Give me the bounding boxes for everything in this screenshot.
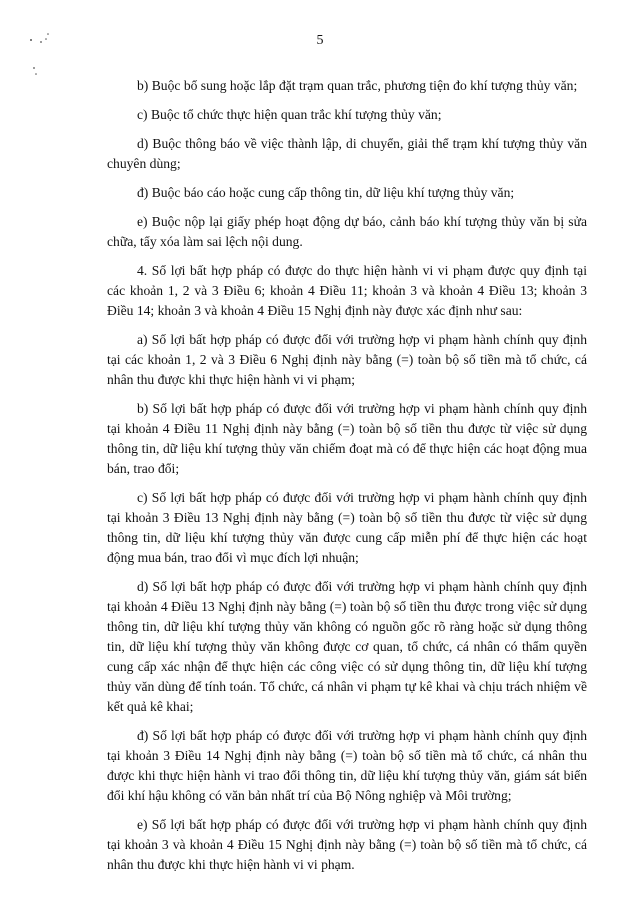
paragraph-dd-remedy: đ) Buộc báo cáo hoặc cung cấp thông tin, dữ liệu khí tượng thủy văn; [137, 185, 515, 200]
paragraph-4d: d) Số lợi bất hợp pháp có được đối với trường hợp vi phạm hành chính quy định tại khoản 4 Điều 13 Nghị định này bằng (=) toàn bộ số tiền thu được trong việc sử dụng thông tin, dữ liệu khí tượng thủy văn không có nguồn gốc rõ ràng hoặc sử dụng thông tin, dữ liệu khí tượng thủy văn không được cơ quan, tổ chức, cá nhân có thẩm quyền cung cấp xác nhận để thực hiện các công việc có sử dụng thông tin, dữ liệu khí tượng thủy văn dùng để tính toán. Tổ chức, cá nhân vi phạm tự kê khai và chịu trách nhiệm về kết quả kê khai; [107, 579, 587, 714]
paragraph-clause-4: 4. Số lợi bất hợp pháp có được do thực hiện hành vi vi phạm được quy định tại các khoản 1, 2 và 3 Điều 6; khoản 4 Điều 11; khoản 3 và khoản 4 Điều 13; khoản 3 Điều 14; khoản 3 và khoản 4 Điều 15 Nghị định này được xác định như sau: [107, 263, 587, 318]
paragraph-b-remedy: b) Buộc bổ sung hoặc lắp đặt trạm quan trắc, phương tiện đo khí tượng thủy văn; [137, 78, 578, 93]
paragraph-4c: c) Số lợi bất hợp pháp có được đối với trường hợp vi phạm hành chính quy định tại khoản 3 Điều 13 Nghị định này bằng (=) toàn bộ số tiền thu được từ việc sử dụng thông tin, dữ liệu khí tượng thủy văn được cung cấp miễn phí để thực hiện các hoạt động mua bán, trao đổi vì mục đích lợi nhuận; [107, 490, 587, 565]
document-body [107, 76, 587, 884]
paragraph-4e: e) Số lợi bất hợp pháp có được đối với trường hợp vi phạm hành chính quy định tại khoản 3 và khoản 4 Điều 15 Nghị định này bằng (=) toàn bộ số tiền mà tổ chức, cá nhân thu được khi thực hiện hành vi vi phạm. [107, 817, 587, 872]
page-number: 5 [316, 33, 324, 48]
paragraph-e-remedy: e) Buộc nộp lại giấy phép hoạt động dự báo, cảnh báo khí tượng thủy văn bị sửa chữa, tẩy xóa làm sai lệch nội dung. [107, 214, 587, 249]
paragraph-d-remedy: d) Buộc thông báo về việc thành lập, di chuyển, giải thể trạm khí tượng thủy văn chuyên dùng; [107, 136, 587, 171]
paragraph-4dd: đ) Số lợi bất hợp pháp có được đối với trường hợp vi phạm hành chính quy định tại khoản 3 Điều 14 Nghị định này bằng (=) toàn bộ số tiền mà tổ chức, cá nhân thu được khi thực hiện hành vi trao đổi thông tin, dữ liệu khí tượng thủy văn, giám sát biến đổi khí hậu không có văn bản nhất trí của Bộ Nông nghiệp và Môi trường; [107, 728, 587, 803]
paragraph-c-remedy: c) Buộc tổ chức thực hiện quan trắc khí tượng thủy văn; [137, 107, 442, 122]
paragraph-4a: a) Số lợi bất hợp pháp có được đối với trường hợp vi phạm hành chính quy định tại các khoản 1, 2 và 3 Điều 6 Nghị định này bằng (=) toàn bộ số tiền mà tổ chức, cá nhân thu được khi thực hiện hành vi vi phạm; [107, 332, 587, 387]
paragraph-4b: b) Số lợi bất hợp pháp có được đối với trường hợp vi phạm hành chính quy định tại khoản 4 Điều 11 Nghị định này bằng (=) toàn bộ số tiền thu được từ việc sử dụng thông tin, dữ liệu khí tượng thủy văn chiếm đoạt mà có để thực hiện các hoạt động mua bán, trao đổi; [107, 401, 587, 476]
